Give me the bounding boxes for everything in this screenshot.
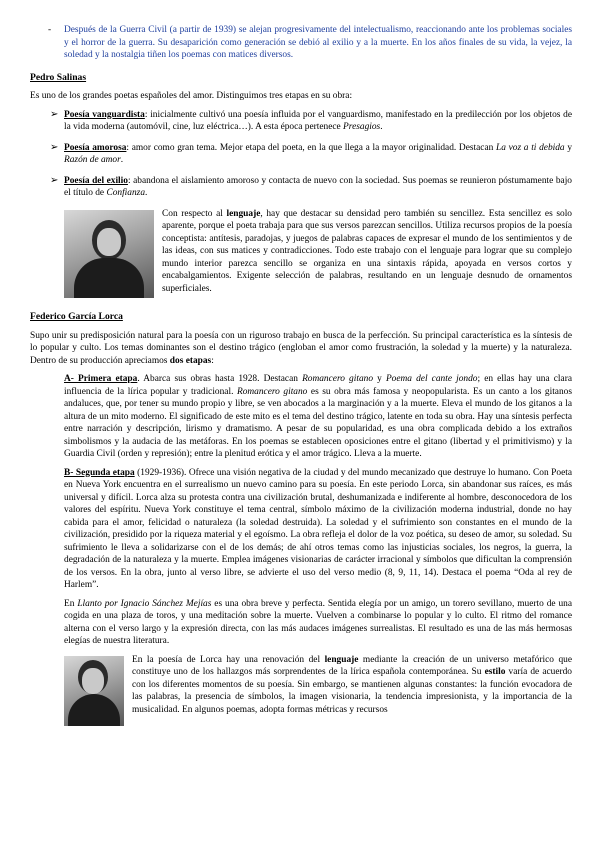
llanto-text: es una obra breve y perfecta. Sentida elegía por un amigo, un torero sevillano, muerto de una cogida en una plaza de toros, y una meditación sobre la muerte. Vuelven a combinarse lo popular y lo culto. El ritmo del romance alterna con el verso largo y la expresión directa, con las más audaces imágenes surrealistas. El resultado es una de las más hermosas elegías de nuestra literatura. [64,598,573,646]
salinas-stage-3 [30,175,572,200]
book-title: Confianza [106,188,146,198]
bullet-dash: - [48,25,52,35]
language-text: , hay que destacar su densidad pero también su sencillez. Esta sencillez es solo aparente, porque el poeta trabaja para que sus versos parezcan sencillos. Utiliza recursos propios de la poesía conceptista: antítesis, paradojas, y juegos de palabras capaces de expresar el mundo de los sentimientos y de las ideas, con sus matices y contradicciones. Todo este trabajo con el lenguaje para lograr que su complejo mundo interior parezca sencillo se organiza en una sintaxis rápida, apoyada en versos cortos y encabalgamientos. Exigente selección de palabras, resultando en un lenguaje desnudo de ornamentos superficiales. [162,208,572,294]
stage-b-label: B- Segunda etapa [64,467,135,478]
lorca-portrait-photo [64,656,124,726]
salinas-language-block [30,208,572,302]
stage-term: Poesía amorosa [64,142,127,153]
salinas-lead: Es uno de los grandes poetas españoles del amor. Distinguimos tres etapas en su obra: [30,91,353,101]
stage-a-text: ; en ellas hay una clara influencia de la lírica popular y tradicional. [64,374,572,397]
lorca-lead [30,330,572,368]
book-title: Romancero gitano [302,374,374,384]
stage-term: Poesía del exilio [64,175,128,186]
salinas-stage-2 [30,142,572,167]
lorca-language-block [30,654,572,717]
lorca-heading: Federico García Lorca [30,311,123,322]
lorca-stage-b [30,467,572,592]
stage-a-text: . Abarca sus obras hasta 1928. Destacan [137,374,303,384]
lead-bold: dos etapas [169,355,212,366]
final-term: lenguaje [324,654,359,665]
stage-text: : abandona el aislamiento amoroso y contacta de nuevo con la sociedad. Sus poemas se reunieron póstumamente bajo el título de [64,175,572,198]
document-page [30,24,572,728]
intro-item [30,24,572,62]
stage-a-text: es su obra más famosa y neopopularista. Es un canto a los gitanos andaluces, que, por tener su mundo propio y libre, se ven abocados a la marginación y a la muerte. Eleva el mundo de los gitanos a la altura de un mito moderno. El significado de este mito es el tema del destino trágico, latente en toda su obra. Hay una síntesis perfecta entre narración y descripción, lirismo y dramatismo. A pesar de su popularidad, es una obra complicada debido a los extraños simbolismos y la audacia de las metáforas. En los poemas se establecen oposiciones entre el gitano (libertad y el primitivismo) y la Guardia Civil (orden y represión); entre la plenitud erótica y el amor trágico. Lleva a la muerte. [64,386,572,459]
salinas-portrait-photo [64,210,154,298]
intro-text: Después de la Guerra Civil (a partir de 1939) se alejan progresivamente del intelectualismo, reaccionando ante los problemas sociales y el horror de la guerra. Su desaparición como generación se debió al exilio y a la muerte. En los años finales de su vida, la vejez, la soledad y la nostalgia tiñen los poemas con matices diversos. [64,25,572,60]
stage-mid: y [564,142,573,153]
arrow-bullet-icon: ➢ [50,141,59,153]
arrow-bullet-icon: ➢ [50,174,59,186]
final-text: varía de acuerdo con los diferentes momentos de su poesía. Sin embargo, se mantienen algunas constantes: la función evocadora de las palabras, la presencia de símbolos, la imagen visionaria, la tendencia impresionista, y la importancia de la musicalidad. En algunos poemas, adopta formas métricas y recursos [132,667,572,715]
llanto-pre: En [64,598,78,609]
book-title: Llanto por Ignacio Sánchez Mejías [77,598,212,609]
book-title: Razón de amor [64,155,121,165]
stage-b-text: (1929-1936). Ofrece una visión negativa de la ciudad y del mundo mecanizado que destruye lo humano. Con Poeta en Nueva York encuentra en el surrealismo un nuevo camino para su poesía. En este periodo Lorca, sin abandonar sus raíces, es más universal y difícil. Lorca alza su protesta contra una civilización brutal, deshumanizada e indiferente al hombre, desconocedora de los valores del espíritu. Nueva York constituye el tema central, símbolo máximo de la civilización moderna industrial, donde no hay cabida para el amor, felicidad o naturaleza (la soledad destruida). La soledad y el sufrimiento son constantes en el mundo de la civilización, presidido por la riqueza material y el egoísmo. La obra refleja el dolor de la voz poética, su deseo de amor, su soledad. Su sufrimiento le lleva a solidarizarse con el de los demás; de ahí otros temas como las injusticias sociales, los negros, la guerra, la degradación de la naturaleza y la muerte. Emplea imágenes visionarias de carácter irracional y símbolos que dificultan la comprensión de los versos. En la obra, junto al verso libre, se advierte el uso del verso medio (8, 9, 11, 14). Destaca el poema “Oda al rey de Harlem”. [64,467,572,590]
book-title: Romancero gitano [236,386,308,397]
salinas-stage-1 [30,109,572,134]
lead-text: Supo unir su predisposición natural para la poesía con un riguroso trabajo en busca de la perfección. Su principal característica es la síntesis de lo popular y culto. Los temas dominantes son el destino trágico (engloban el amor como frustración, la soledad y la muerte) y la naturaleza. Dentro de su producción apreciamos [30,330,572,366]
stage-a-label: A- Primera etapa [64,374,138,384]
final-pre: En la poesía de Lorca hay una renovación del [132,654,325,665]
stage-a-text: y [373,374,386,384]
lorca-llanto [30,598,572,648]
stage-text: : inicialmente cultivó una poesía influida por el vanguardismo, manifestado en la predilección por los objetos de la vida moderna (automóvil, cine, luz eléctrica…). A esta época pertenece [64,109,572,132]
arrow-bullet-icon: ➢ [50,108,59,120]
lorca-stage-a [30,373,572,461]
stage-term: Poesía vanguardista [64,109,145,120]
stage-end: . [120,155,124,165]
salinas-heading: Pedro Salinas [30,71,87,83]
book-title: Poema del cante jondo [385,374,478,384]
language-pre: Con respecto al [162,208,227,219]
lead-end: : [211,355,214,366]
final-term2: estilo [484,667,506,677]
stage-end: . [380,122,383,132]
book-title: La voz a ti debida [496,142,565,153]
language-term: lenguaje [226,208,261,219]
stage-text: : amor como gran tema. Mejor etapa del poeta, en la que llega a la mayor originalidad. Destacan [126,142,496,153]
final-mid: mediante la creación de un universo metafórico que constituye uno de los hallazgos más sorprendentes de la lírica española contemporánea. Su [132,654,572,677]
stage-end: . [145,188,148,198]
lorca-language-paragraph [64,654,572,717]
book-title: Presagios [343,122,381,132]
intro-list [30,24,572,62]
